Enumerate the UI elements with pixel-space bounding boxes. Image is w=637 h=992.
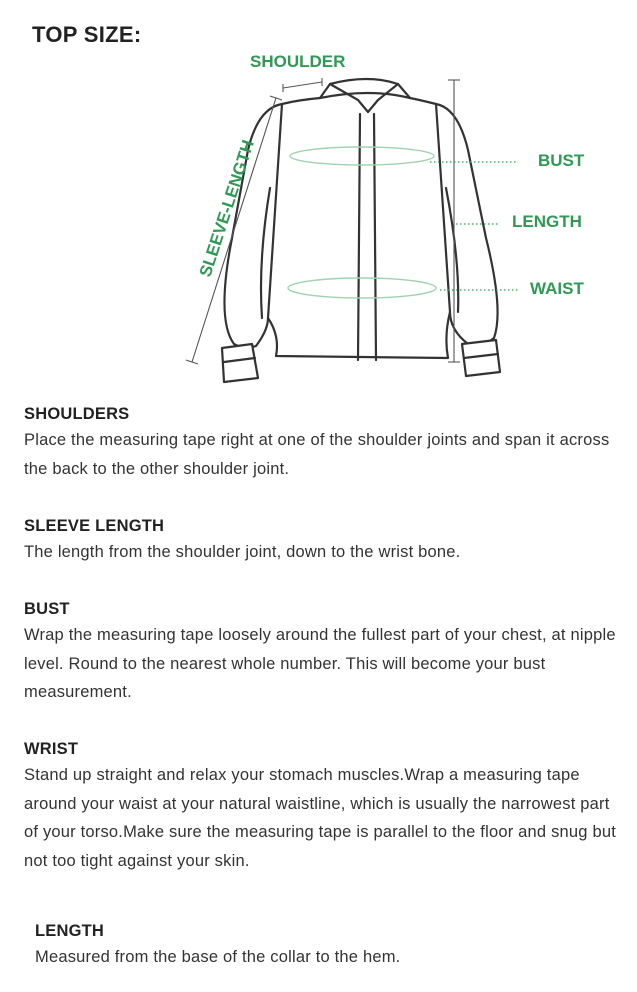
section-text: Place the measuring tape right at one of the shoulder joints and span it across the back to the other shoulder joint. [24,431,610,478]
length-label: LENGTH [512,212,582,231]
section-heading: WRIST [24,740,79,758]
waist-label: WAIST [530,279,584,298]
section-text: The length from the shoulder joint, down to the wrist bone. [24,543,461,561]
shirt-measurement-diagram [0,0,637,395]
section-sleeve-length [24,514,460,567]
section-text: Measured from the base of the collar to the hem. [35,948,401,966]
section-heading: BUST [24,600,70,618]
page-title: TOP SIZE: [32,22,142,47]
shoulder-label: SHOULDER [250,52,346,71]
section-heading: LENGTH [35,922,105,940]
sleeve-length-label: SLEEVE-LENGTH [195,137,258,280]
shirt-illustration [222,79,500,382]
section-wrist [24,737,624,875]
measurement-bands [288,147,436,298]
section-heading: SLEEVE LENGTH [24,517,165,535]
section-shoulders [24,402,624,483]
section-length [35,919,400,972]
bust-label: BUST [538,151,585,170]
section-heading: SHOULDERS [24,405,130,423]
section-text: Stand up straight and relax your stomach muscles.Wrap a measuring tape around your waist at your natural waistline, which is usually the narrowest part of your torso.Make sure the measuring tape is parallel to the floor and snug but not too tight against your skin. [24,766,616,870]
section-text: Wrap the measuring tape loosely around the fullest part of your chest, at nipple level. Round to the nearest whole number. This will become your bust measurement. [24,626,616,701]
section-bust [24,597,624,707]
